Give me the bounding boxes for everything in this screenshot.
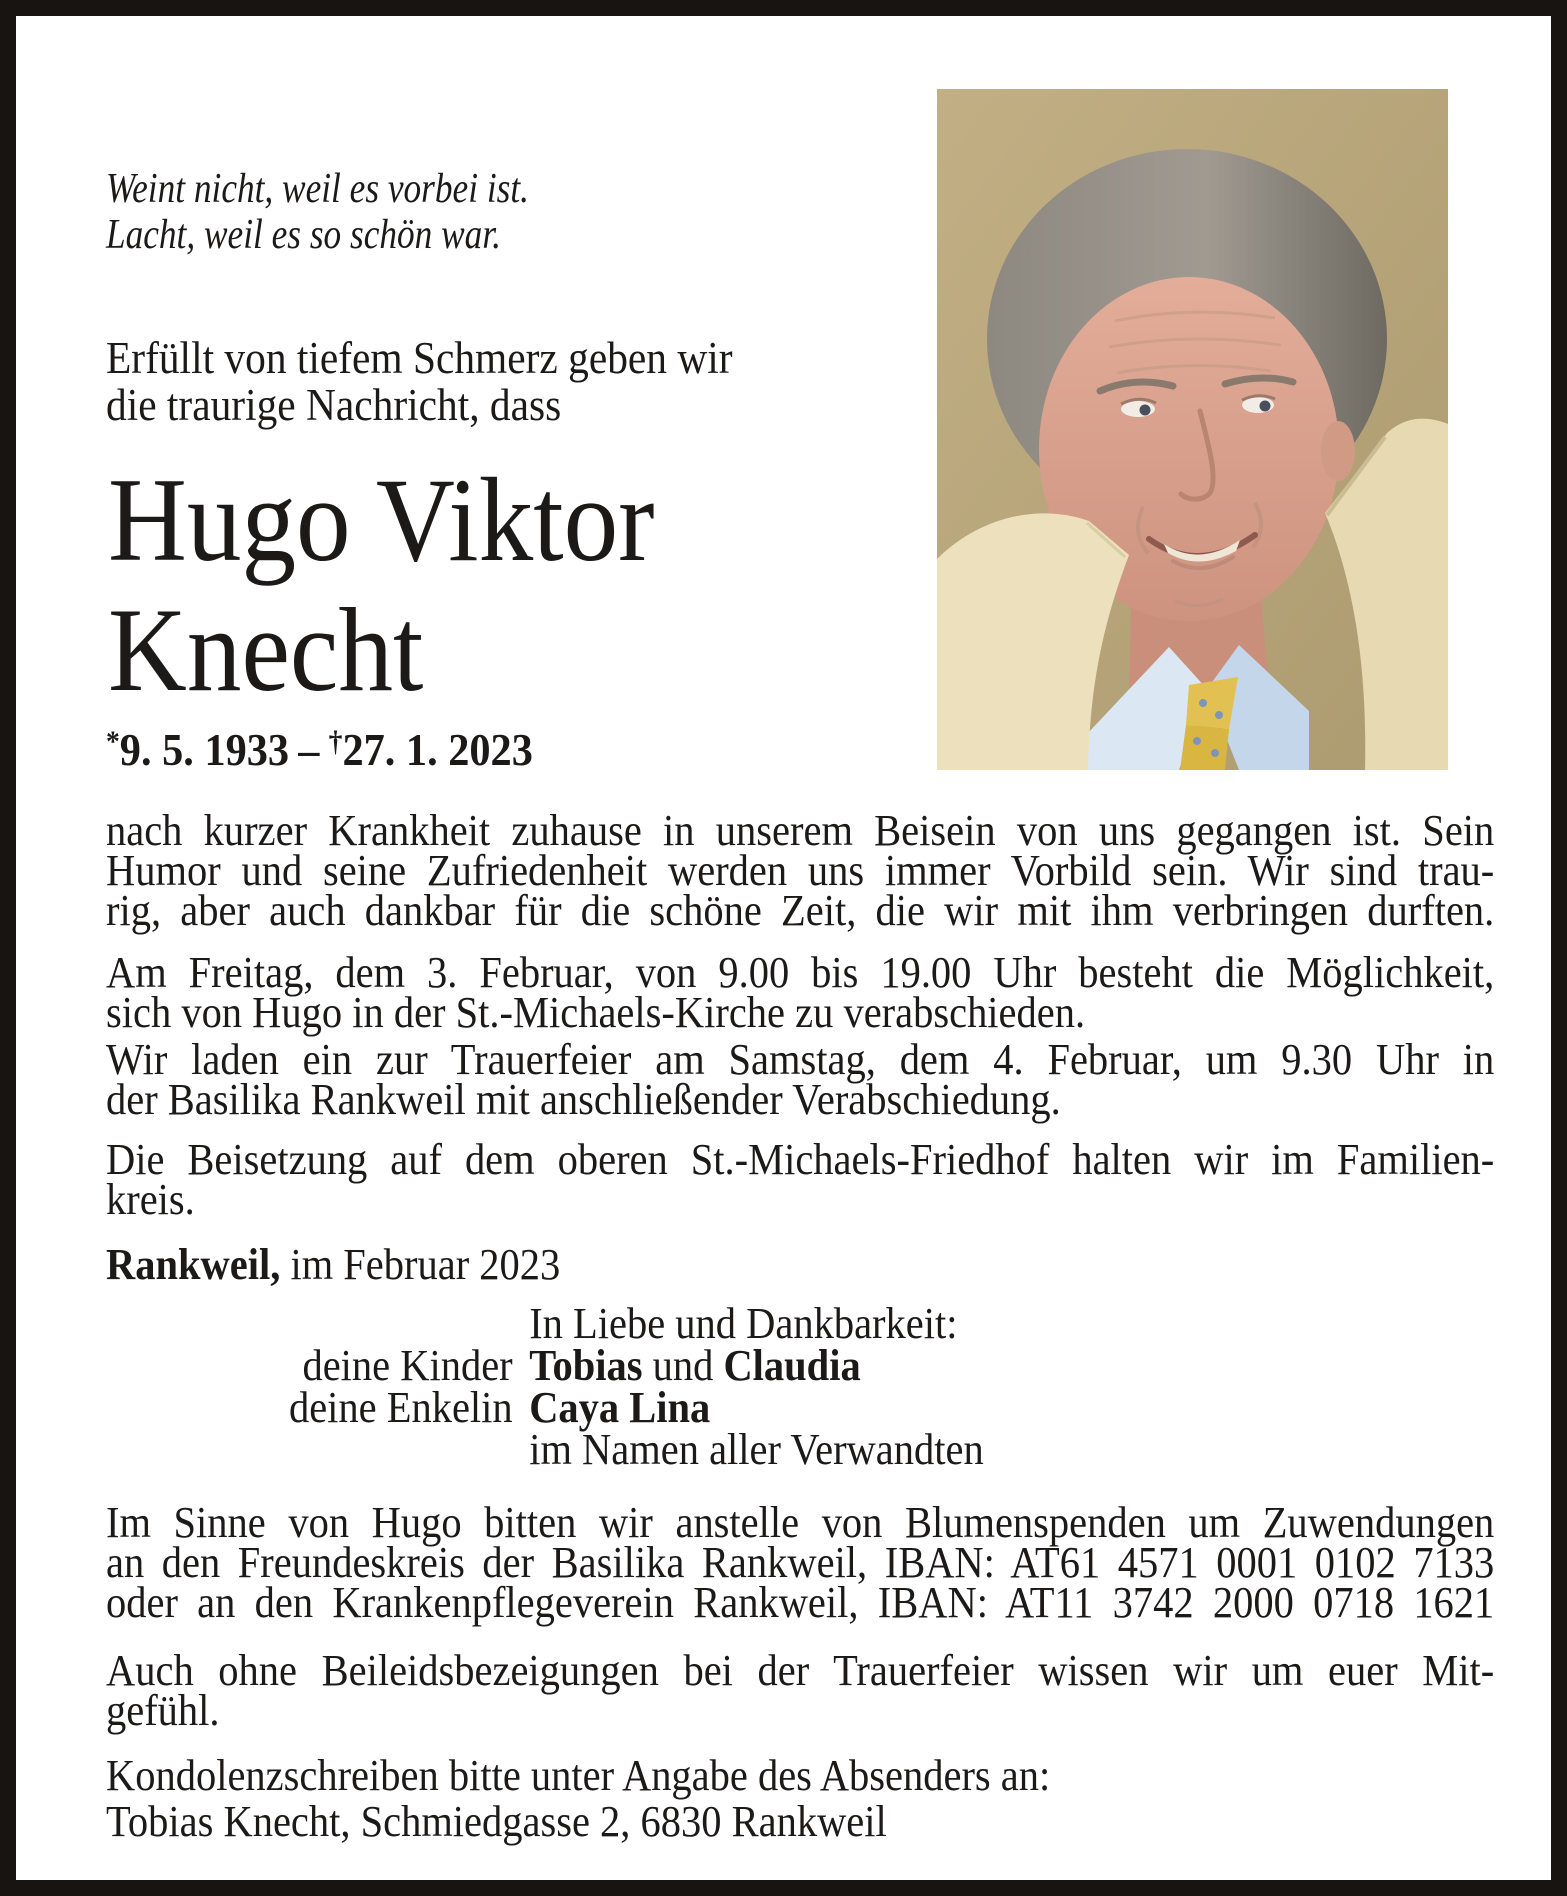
family-block [106,1299,1494,1474]
paragraph-line: Wir laden ein zur Trauerfeier am Samstag, dem 4. Februar, um 9.30 Uhr in [106,1035,1495,1084]
family-closing: im Namen aller Verwandten [529,1425,984,1474]
portrait-illustration [937,89,1448,770]
death-dagger-icon: † [328,725,343,758]
dateline-place: Rankweil, [106,1240,281,1289]
family-names [529,1341,1494,1390]
family-name: Claudia [723,1341,861,1390]
date-separator: – [298,724,320,775]
quote-line: Lacht, weil es so schön war. [106,212,501,258]
family-name: Caya Lina [529,1383,711,1432]
dateline-date: im Februar 2023 [280,1240,561,1289]
paragraph-funeral [106,1035,1495,1124]
paragraph-line: Auch ohne Beileidsbezeigungen bei der Trauerfeier wissen wir um euer Mit- [106,1646,1495,1695]
family-role: deine Enkelin [288,1383,513,1432]
family-name: Tobias [529,1341,643,1390]
paragraph-burial [106,1135,1495,1224]
deceased-last-name: Knecht [108,583,424,716]
paragraph-line: der Basilika Rankweil mit anschließender Verabschiedung. [106,1075,1061,1124]
life-dates [106,722,533,784]
birth-date: 9. 5. 1933 [119,724,290,775]
birth-star-icon: * [106,725,120,758]
contact-line: Kondolenzschreiben bitte unter Angabe des Absenders an: [106,1751,1051,1800]
deceased-name [108,455,655,715]
paragraph-line: kreis. [106,1175,195,1224]
intro-line: die traurige Nachricht, dass [106,380,562,430]
paragraph-passing [106,806,1495,935]
paragraph-line: gefühl. [106,1686,220,1735]
family-heading: In Liebe und Dankbarkeit: [529,1299,958,1348]
family-role: deine Kinder [302,1341,513,1390]
dateline [106,1242,560,1288]
paragraph-line: Die Beisetzung auf dem oberen St.-Michaels-Friedhof halten wir im Familien- [106,1135,1495,1184]
paragraph-line: sich von Hugo in der St.-Michaels-Kirche zu verabschieden. [106,988,1086,1037]
paragraph-donations [106,1498,1495,1627]
quote-line: Weint nicht, weil es vorbei ist. [106,166,529,212]
paragraph-line: Humor und seine Zufriedenheit werden uns immer Vorbild sein. Wir sind trau- [106,846,1495,895]
intro-line: Erfüllt von tiefem Schmerz geben wir [106,333,733,383]
paragraph-line: nach kurzer Krankheit zuhause in unserem Beisein von uns gegangen ist. Sein [106,806,1495,855]
ear [1321,421,1355,481]
contact-block [106,1753,1050,1845]
paragraph-line: an den Freundeskreis der Basilika Rankweil, IBAN: AT61 4571 0001 0102 7133 [106,1538,1495,1587]
family-conjunction: und [642,1341,724,1390]
paragraph-line: Am Freitag, dem 3. Februar, von 9.00 bis 19.00 Uhr besteht die Möglichkeit, [106,948,1495,997]
paragraph-viewing [106,948,1495,1037]
paragraph-condolence [106,1646,1495,1735]
paragraph-line: rig, aber auch dankbar für die schöne Zeit, die wir mit ihm verbringen durften. [106,886,1495,935]
opening-quote [106,166,529,258]
paragraph-line: oder an den Krankenpflegeverein Rankweil, IBAN: AT11 3742 2000 0718 1621 [106,1578,1495,1627]
contact-line: Tobias Knecht, Schmiedgasse 2, 6830 Rankweil [106,1797,887,1846]
intro-text [106,335,733,429]
deceased-first-names: Hugo Viktor [108,453,655,586]
portrait-photo [937,89,1448,770]
paragraph-line: Im Sinne von Hugo bitten wir anstelle von Blumenspenden um Zuwendungen [106,1498,1495,1547]
death-date: 27. 1. 2023 [342,724,533,775]
